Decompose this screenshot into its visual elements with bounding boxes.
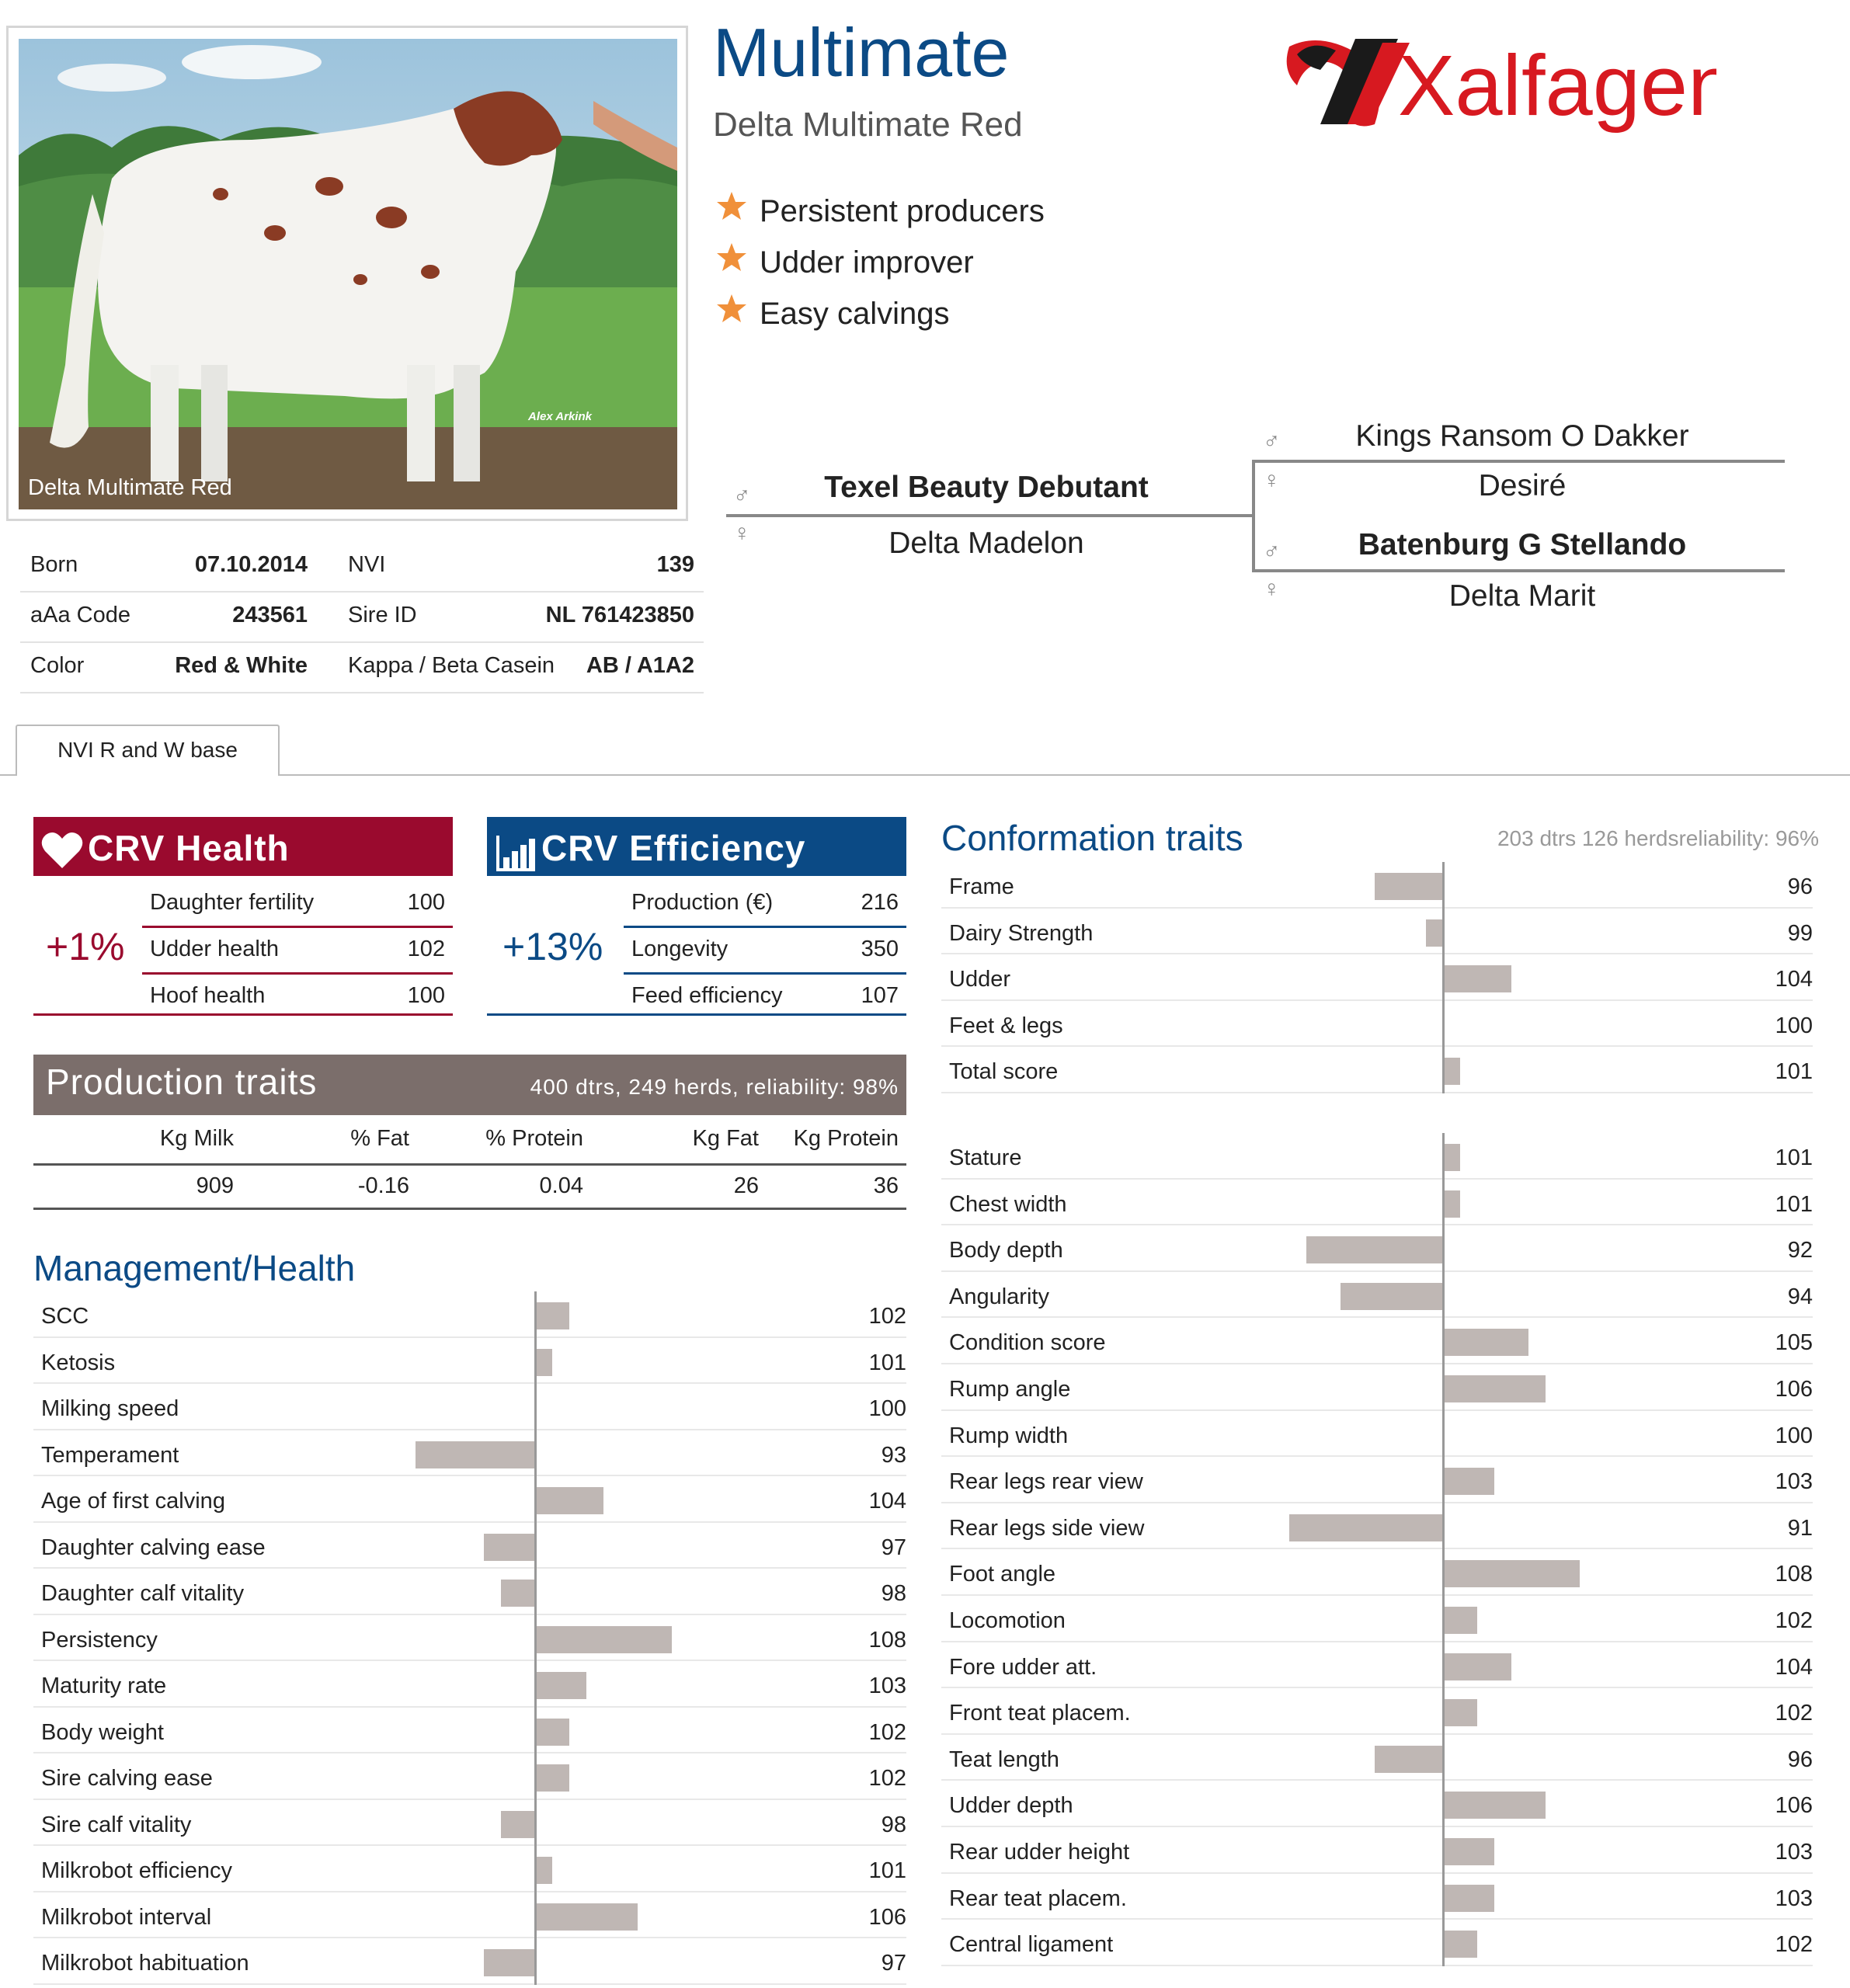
info-label: Sire ID — [348, 603, 417, 627]
crv-row-label: Production (€) — [631, 890, 774, 915]
trait-value: 91 — [1787, 1515, 1813, 1541]
trait-bar — [1443, 1931, 1477, 1958]
trait-value: 92 — [1787, 1238, 1813, 1263]
trait-value: 103 — [1775, 1840, 1813, 1865]
photo-credit: Alex Arkink — [528, 410, 592, 423]
trait-row — [33, 1291, 906, 1338]
trait-label: Milkrobot efficiency — [41, 1858, 233, 1883]
crv-row — [142, 881, 453, 928]
trait-row — [33, 1661, 906, 1708]
trait-bar — [535, 1487, 603, 1514]
trait-row — [941, 1364, 1813, 1411]
trait-row — [941, 1503, 1813, 1550]
page-title: Multimate — [713, 14, 1010, 91]
crv-efficiency-title: CRV Efficiency — [541, 828, 806, 868]
bar-chart-icon — [496, 828, 535, 890]
trait-label: Milking speed — [41, 1396, 179, 1421]
trait-value: 103 — [1775, 1885, 1813, 1911]
pedigree-line — [1252, 460, 1785, 463]
feature-label: Easy calvings — [760, 297, 950, 331]
trait-value: 102 — [868, 1304, 906, 1329]
crv-health-header — [33, 817, 453, 876]
trait-label: Udder depth — [949, 1793, 1073, 1819]
production-value: -0.16 — [357, 1173, 409, 1198]
trait-value: 103 — [1775, 1469, 1813, 1495]
trait-row — [33, 1938, 906, 1985]
male-icon: ♂ — [1263, 429, 1281, 454]
trait-value: 102 — [1775, 1932, 1813, 1958]
trait-row — [941, 954, 1813, 1001]
trait-value: 100 — [1775, 1013, 1813, 1038]
male-icon: ♂ — [1263, 539, 1281, 565]
trait-bar — [535, 1672, 586, 1699]
pedigree-line — [1252, 460, 1255, 572]
trait-value: 100 — [868, 1396, 906, 1421]
production-col-header: Kg Protein — [793, 1126, 899, 1151]
trait-row — [941, 1457, 1813, 1503]
trait-label: Stature — [949, 1145, 1022, 1170]
trait-label: Locomotion — [949, 1608, 1066, 1633]
feature-label: Persistent producers — [760, 194, 1045, 228]
trait-value: 106 — [1775, 1793, 1813, 1819]
production-col-header: Kg Fat — [692, 1126, 759, 1151]
info-row — [20, 592, 704, 643]
trait-bar — [1443, 1885, 1494, 1912]
trait-bar — [1443, 1375, 1546, 1402]
feature-item — [716, 242, 974, 280]
crv-efficiency-percent: +13% — [502, 925, 603, 968]
crv-row-value: 350 — [861, 937, 899, 961]
production-value: 909 — [196, 1173, 234, 1198]
trait-row — [941, 1549, 1813, 1596]
trait-row — [33, 1569, 906, 1615]
pedigree-dam: Delta Madelon — [888, 527, 1084, 560]
trait-bar — [1443, 965, 1511, 992]
trait-value: 96 — [1787, 1746, 1813, 1772]
trait-bar — [535, 1903, 638, 1931]
trait-row — [941, 1735, 1813, 1781]
info-value: NL 761423850 — [545, 603, 694, 627]
trait-row — [941, 1133, 1813, 1180]
trait-label: Angularity — [949, 1284, 1049, 1309]
conformation-title: Conformation traits — [941, 818, 1243, 858]
star-icon — [716, 293, 749, 332]
trait-value: 100 — [1775, 1423, 1813, 1448]
trait-row — [941, 1047, 1813, 1093]
pedigree-dam-sire: Batenburg G Stellando — [1358, 528, 1687, 561]
crv-row-value: 100 — [407, 890, 445, 915]
female-icon: ♀ — [1263, 467, 1281, 493]
pedigree-sire-sire: Kings Ransom O Dakker — [1355, 419, 1689, 453]
trait-bar — [1443, 1792, 1546, 1819]
trait-bar — [1443, 1838, 1494, 1865]
crv-row-label: Hoof health — [150, 983, 266, 1008]
tab-nvi-base[interactable]: NVI R and W base — [16, 725, 280, 776]
crv-efficiency-panel — [487, 817, 906, 1008]
crv-row-value: 102 — [407, 937, 445, 961]
production-col-header: % Fat — [350, 1126, 409, 1151]
trait-row — [33, 1800, 906, 1847]
trait-value: 102 — [1775, 1608, 1813, 1633]
trait-row — [33, 1338, 906, 1385]
trait-label: Dairy Strength — [949, 920, 1094, 946]
trait-value: 106 — [1775, 1377, 1813, 1402]
trait-bar — [1443, 1058, 1460, 1085]
trait-label: Body depth — [949, 1238, 1063, 1263]
trait-bar — [1443, 1190, 1460, 1218]
trait-label: Daughter calf vitality — [41, 1581, 245, 1606]
crv-row-label: Longevity — [631, 937, 729, 961]
info-value: 07.10.2014 — [194, 552, 308, 577]
male-icon: ♂ — [733, 483, 751, 509]
trait-row — [941, 1688, 1813, 1735]
trait-label: Rump width — [949, 1423, 1069, 1448]
trait-bar — [1443, 1329, 1528, 1356]
trait-label: Fore udder att. — [949, 1654, 1097, 1680]
trait-bar — [535, 1857, 552, 1884]
female-icon: ♀ — [733, 520, 751, 546]
trait-value: 96 — [1787, 874, 1813, 899]
trait-value: 102 — [1775, 1701, 1813, 1726]
trait-value: 108 — [868, 1627, 906, 1653]
linear-traits-chart — [941, 1133, 1813, 1972]
trait-row — [33, 1708, 906, 1754]
crv-health-panel — [33, 817, 453, 1008]
info-value: 139 — [656, 552, 694, 577]
trait-row — [941, 1272, 1813, 1319]
trait-value: 98 — [881, 1581, 906, 1606]
production-meta: 400 dtrs, 249 herds, reliability: 98% — [530, 1075, 899, 1099]
trait-bar — [535, 1719, 569, 1746]
trait-label: Udder — [949, 967, 1010, 992]
trait-row — [33, 1384, 906, 1430]
info-value: 243561 — [232, 603, 308, 627]
pedigree-dam-dam: Delta Marit — [1448, 579, 1596, 613]
trait-bar — [1375, 873, 1443, 900]
trait-label: Sire calf vitality — [41, 1812, 192, 1837]
trait-row — [941, 1781, 1813, 1827]
chart-axis — [1442, 1133, 1445, 1966]
trait-value: 101 — [868, 1350, 906, 1375]
trait-bar — [1306, 1236, 1443, 1263]
trait-value: 104 — [1775, 1654, 1813, 1680]
trait-row — [33, 1753, 906, 1800]
trait-bar — [484, 1949, 535, 1976]
crv-health-percent: +1% — [46, 925, 125, 968]
trait-row — [941, 1920, 1813, 1966]
trait-value: 94 — [1787, 1284, 1813, 1309]
trait-row — [941, 1596, 1813, 1642]
trait-label: Daughter calving ease — [41, 1534, 266, 1560]
trait-bar — [1443, 1607, 1477, 1634]
trait-bar — [1443, 1468, 1494, 1495]
info-value: Red & White — [175, 653, 308, 678]
production-header — [33, 1055, 906, 1115]
info-row — [20, 642, 704, 693]
chart-axis — [534, 1291, 537, 1985]
trait-bar — [535, 1349, 552, 1376]
management-health-chart — [33, 1291, 906, 1988]
trait-value: 103 — [868, 1673, 906, 1698]
trait-bar — [1443, 1699, 1477, 1726]
crv-row — [142, 927, 453, 975]
crv-row — [624, 974, 906, 1019]
trait-label: Rear legs rear view — [949, 1469, 1143, 1495]
trait-bar — [1341, 1283, 1443, 1310]
trait-bar — [535, 1764, 569, 1792]
trait-value: 101 — [868, 1858, 906, 1883]
star-icon — [716, 190, 749, 229]
trait-row — [941, 1827, 1813, 1874]
trait-bar — [501, 1580, 535, 1607]
trait-label: Rear legs side view — [949, 1515, 1145, 1541]
production-title: Production traits — [46, 1062, 318, 1102]
trait-row — [941, 1642, 1813, 1689]
trait-value: 104 — [868, 1489, 906, 1514]
trait-label: Persistency — [41, 1627, 158, 1653]
trait-bar — [1443, 1144, 1460, 1171]
trait-label: Foot angle — [949, 1562, 1056, 1587]
trait-label: Sire calving ease — [41, 1766, 213, 1791]
trait-row — [33, 1430, 906, 1477]
production-value: 26 — [733, 1173, 759, 1198]
trait-value: 102 — [868, 1719, 906, 1745]
production-col-header: % Protein — [485, 1126, 583, 1151]
trait-bar — [535, 1302, 569, 1329]
bull-photo — [19, 39, 677, 509]
trait-value: 98 — [881, 1812, 906, 1837]
trait-label: Feet & legs — [949, 1013, 1063, 1038]
production-value-row — [33, 1164, 906, 1210]
trait-label: Maturity rate — [41, 1673, 167, 1698]
trait-row — [33, 1846, 906, 1892]
trait-label: Rear udder height — [949, 1840, 1130, 1865]
female-icon: ♀ — [1263, 576, 1281, 602]
trait-label: Total score — [949, 1059, 1059, 1084]
trait-value: 97 — [881, 1951, 906, 1976]
pedigree-sire-dam: Desiré — [1478, 469, 1567, 502]
crv-row-label: Daughter fertility — [150, 890, 315, 915]
trait-value: 101 — [1775, 1059, 1813, 1084]
info-row — [20, 541, 704, 593]
trait-row — [941, 1874, 1813, 1920]
crv-row-label: Udder health — [150, 937, 280, 961]
crv-health-underline — [33, 1013, 453, 1016]
trait-label: Front teat placem. — [949, 1701, 1131, 1726]
star-icon — [716, 242, 749, 280]
trait-label: Temperament — [41, 1442, 179, 1468]
trait-label: Milkrobot habituation — [41, 1951, 249, 1976]
trait-label: Age of first calving — [41, 1489, 225, 1514]
info-label: Born — [30, 552, 78, 577]
pedigree-line — [1252, 569, 1785, 572]
trait-row — [33, 1476, 906, 1523]
trait-value: 101 — [1775, 1191, 1813, 1217]
trait-bar — [501, 1811, 535, 1838]
crv-row — [142, 974, 453, 1019]
feature-item — [716, 190, 1045, 229]
trait-value: 106 — [868, 1904, 906, 1930]
photo-caption: Delta Multimate Red — [28, 475, 232, 500]
trait-bar — [1443, 1653, 1511, 1680]
crv-row — [624, 927, 906, 975]
feature-item — [716, 293, 950, 332]
trait-label: Rump angle — [949, 1377, 1071, 1402]
conformation-meta: 203 dtrs 126 herdsreliability: 96% — [1497, 826, 1819, 850]
pedigree-sire: Texel Beauty Debutant — [824, 471, 1149, 504]
trait-value: 93 — [881, 1442, 906, 1468]
management-health-title: Management/Health — [33, 1248, 356, 1288]
production-col-header: Kg Milk — [159, 1126, 234, 1151]
trait-bar — [1375, 1746, 1443, 1773]
trait-label: Frame — [949, 874, 1014, 899]
crv-row-value: 100 — [407, 983, 445, 1008]
crv-health-title: CRV Health — [88, 828, 290, 868]
trait-label: Body weight — [41, 1719, 164, 1745]
trait-value: 104 — [1775, 967, 1813, 992]
trait-label: Central ligament — [949, 1932, 1114, 1958]
alfagen-logo — [1274, 23, 1716, 140]
info-label: NVI — [348, 552, 386, 577]
trait-row — [33, 1523, 906, 1569]
info-label: aAa Code — [30, 603, 130, 627]
crv-row-label: Feed efficiency — [631, 983, 783, 1008]
trait-row — [941, 1411, 1813, 1458]
trait-bar — [1289, 1514, 1443, 1541]
crv-efficiency-underline — [487, 1013, 906, 1016]
trait-value: 97 — [881, 1534, 906, 1560]
trait-bar — [535, 1626, 672, 1653]
trait-label: Rear teat placem. — [949, 1885, 1127, 1911]
page-subtitle: Delta Multimate Red — [713, 106, 1023, 144]
feature-label: Udder improver — [760, 245, 974, 280]
crv-row — [624, 881, 906, 928]
trait-bar — [1443, 1560, 1580, 1587]
pedigree-line — [726, 514, 1254, 517]
trait-row — [33, 1892, 906, 1939]
trait-bar — [484, 1534, 535, 1561]
production-value: 36 — [873, 1173, 899, 1198]
trait-bar — [416, 1441, 535, 1468]
trait-value: 99 — [1787, 920, 1813, 946]
trait-row — [33, 1615, 906, 1662]
trait-label: Chest width — [949, 1191, 1067, 1217]
production-header-row — [33, 1115, 906, 1166]
trait-row — [941, 862, 1813, 909]
trait-row — [941, 909, 1813, 955]
crv-row-value: 216 — [861, 890, 899, 915]
info-label: Kappa / Beta Casein — [348, 653, 555, 678]
trait-row — [941, 1001, 1813, 1048]
production-value: 0.04 — [539, 1173, 583, 1198]
trait-value: 108 — [1775, 1562, 1813, 1587]
trait-row — [941, 1318, 1813, 1364]
trait-row — [941, 1180, 1813, 1226]
crv-row-value: 107 — [861, 983, 899, 1008]
heart-icon — [41, 826, 83, 888]
info-label: Color — [30, 653, 85, 678]
trait-label: Milkrobot interval — [41, 1904, 212, 1930]
trait-label: Condition score — [949, 1330, 1106, 1356]
crv-efficiency-header — [487, 817, 906, 876]
chart-axis — [1442, 862, 1445, 1093]
trait-value: 102 — [868, 1766, 906, 1791]
trait-value: 105 — [1775, 1330, 1813, 1356]
conformation-chart — [941, 862, 1813, 1095]
info-value: AB / A1A2 — [586, 653, 694, 678]
trait-label: Teat length — [949, 1746, 1059, 1772]
logo-text: Xalfagen — [1398, 38, 1716, 134]
trait-value: 101 — [1775, 1145, 1813, 1170]
trait-label: Ketosis — [41, 1350, 116, 1375]
trait-label: SCC — [41, 1304, 89, 1329]
trait-bar — [1426, 919, 1443, 947]
trait-row — [941, 1225, 1813, 1272]
